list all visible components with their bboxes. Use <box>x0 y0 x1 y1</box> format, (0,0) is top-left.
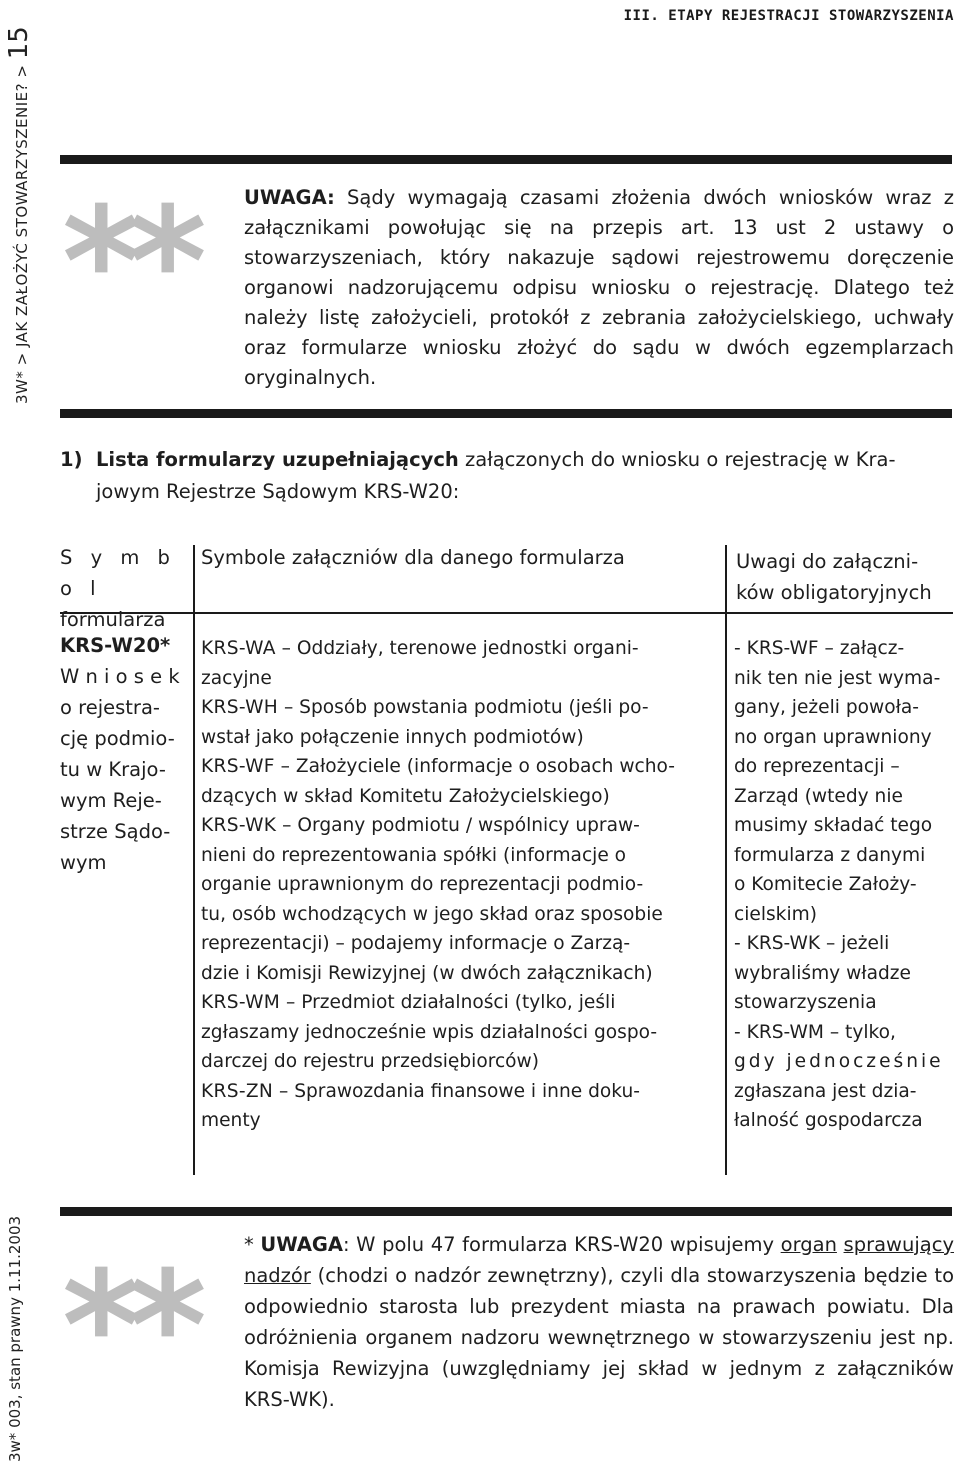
note1-asterisks: ** <box>62 176 195 350</box>
list-title-rest: załączonych do wniosku o rejestrację w Kra- <box>458 448 896 471</box>
attachment-line: dzących w skład Komitetu Założycielskiego) <box>201 785 610 807</box>
form-desc-line: tu w Krajo- <box>60 758 166 781</box>
note-line: - KRS-WF – załącz- <box>734 638 905 659</box>
table-header-rule <box>60 612 953 614</box>
attachment-line: KRS-WH – Sposób powstania podmiotu (jeśli po- <box>201 697 649 718</box>
note1-line1: Sądy wymagają czasami złożenia dwóch wniosków wraz <box>334 186 932 209</box>
header-symbol-line2: formularza <box>60 608 166 631</box>
note2-top-rule <box>60 1207 952 1216</box>
note2-part2: (chodzi o nadzór zewnętrzny), czyli dla stowarzyszenia będzie to odpowiednio starosta lub prezydent miasta na prawach powiatu. Dla odróżnienia organem nadzoru wewnętrznego w stowarzyszeniu jest np. Komisja Rewizyjna (uwzględniamy jej skład w jednym z załączników KRS-WK). <box>244 1264 954 1411</box>
attachment-line: KRS-WF – Założyciele (informacje o osobach wcho- <box>201 756 675 777</box>
note2-star: * <box>244 1233 261 1256</box>
table-header-symbol <box>60 542 190 635</box>
form-desc-line: o rejestra- <box>60 696 160 719</box>
note-line: łalność gospodarcza <box>734 1110 923 1131</box>
note1-bottom-rule <box>60 409 952 418</box>
attachment-line: KRS-ZN – Sprawozdania finansowe i inne doku- <box>201 1080 640 1102</box>
header-symbol-line1: S y m b o l <box>60 546 176 600</box>
attachment-line: menty <box>201 1110 261 1131</box>
list-heading <box>60 444 950 508</box>
note-line: no organ uprawniony <box>734 726 932 748</box>
note1-top-rule <box>60 155 952 164</box>
note2-lead: UWAGA <box>260 1233 344 1256</box>
note2-underlined-2: sprawujący nadzór <box>244 1233 954 1287</box>
form-code: KRS-W20* <box>60 634 171 657</box>
table-col-divider-1 <box>193 545 195 1175</box>
note-line: do reprezentacji – <box>734 756 900 777</box>
attachment-line: KRS-WA – Oddziały, terenowe jednostki organi- <box>201 638 639 659</box>
edition-info-vertical: 3w* 003, stan prawny 1.11.2003 <box>6 1215 24 1462</box>
note-line: - KRS-WK – jeżeli <box>734 933 890 954</box>
table-header-attachments: Symbole załączniów dla danego formularza <box>201 546 625 569</box>
table-col-divider-2 <box>725 545 727 1175</box>
attachment-line: dzie i Komisji Rewizyjnej (w dwóch załącznikach) <box>201 962 653 984</box>
note-line: - KRS-WM – tylko, <box>734 1021 896 1043</box>
attachment-line: zgłaszamy jednocześnie wpis działalności gospo- <box>201 1021 658 1043</box>
attachment-line: darczej do rejestru przedsiębiorców) <box>201 1051 540 1072</box>
note-line: musimy składać tego <box>734 815 933 836</box>
attachment-line: KRS-WM – Przedmiot działalności (tylko, jeśli <box>201 992 616 1013</box>
note2-underlined-1: organ <box>780 1233 837 1256</box>
attachment-line: KRS-WK – Organy podmiotu / wspólnicy upraw- <box>201 815 640 836</box>
header-notes-line1: Uwagi do załączni- <box>736 550 919 573</box>
page-number: 15 <box>4 26 34 60</box>
note-line: stowarzyszenia <box>734 992 877 1013</box>
list-number: 1) <box>60 448 83 471</box>
running-head-vertical <box>4 26 34 404</box>
note2-asterisks: ** <box>62 1240 195 1414</box>
list-title: Lista formularzy uzupełniających <box>96 448 459 471</box>
note-line: zgłaszana jest dzia- <box>734 1080 917 1102</box>
form-desc-line: strze Sądo- <box>60 820 171 843</box>
form-desc-line: wym Reje- <box>60 789 162 812</box>
section-header: III. ETAPY REJESTRACJI STOWARZYSZENIA <box>623 8 954 24</box>
note1-body: z załącznikami powołując się na przepis art. 13 ust 2 ustawy o stowarzyszeniach, który nakazuje sądowi rejestrowemu doręczenie organowi nadzorującemu odpisu wniosku o rejestrację. Dlatego też należy listę założycieli, protokół z zebrania założycielskiego, uchwały oraz formularze wniosku złożyć do sądu w dwóch egzemplarzach oryginalnych. <box>244 186 955 389</box>
attachment-line: tu, osób wchodzących w jego skład oraz sposobie <box>201 903 663 925</box>
note-line: gdy jednocześnie <box>734 1051 944 1072</box>
note2-part1: : W polu 47 formularza KRS-W20 wpisujemy <box>343 1233 781 1256</box>
table-header-notes <box>736 546 956 608</box>
note2-text <box>244 1229 954 1415</box>
note-line: gany, jeżeli powoła- <box>734 697 920 718</box>
note-line: o Komitecie Założy- <box>734 874 917 895</box>
note-line: Zarząd (wtedy nie <box>734 785 903 807</box>
attachment-line: wstał jako połączenie innych podmiotów) <box>201 726 584 748</box>
form-desc-line: cję podmio- <box>60 727 175 750</box>
table-cell-attachments <box>201 634 723 1136</box>
note1-lead: UWAGA: <box>244 186 335 209</box>
note1-text <box>244 183 954 393</box>
running-head-text: 3W* > JAK ZAŁOŻYĆ STOWARZYSZENIE? > <box>13 59 31 404</box>
table-cell-form-symbol <box>60 630 190 878</box>
attachment-line: nieni do reprezentowania spółki (informacje o <box>201 844 627 866</box>
form-desc-line: wym <box>60 851 107 874</box>
attachment-line: zacyjne <box>201 667 272 689</box>
table-cell-notes <box>734 634 956 1136</box>
note-line: cielskim) <box>734 903 817 925</box>
note-line: nik ten nie jest wyma- <box>734 667 941 689</box>
form-desc-line: W n i o s e k <box>60 665 180 688</box>
note-line: formularza z danymi <box>734 844 926 866</box>
attachment-line: reprezentacji) – podajemy informacje o Zarzą- <box>201 933 631 954</box>
header-notes-line2: ków obligatoryjnych <box>736 581 932 604</box>
list-title-line2: jowym Rejestrze Sądowym KRS-W20: <box>96 480 460 503</box>
attachment-line: organie uprawnionym do reprezentacji podmio- <box>201 874 644 895</box>
note-line: wybraliśmy władze <box>734 962 911 984</box>
